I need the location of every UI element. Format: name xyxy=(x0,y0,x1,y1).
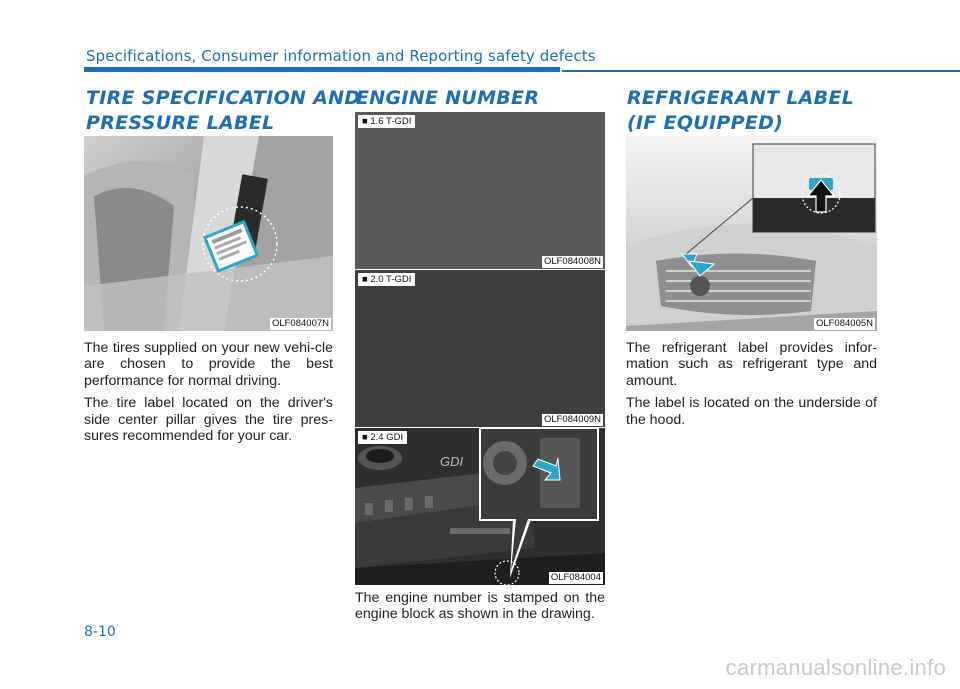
engine-photo-1 xyxy=(355,112,605,269)
engine-variant-label-3: ■ 2.4 GDI xyxy=(358,431,407,444)
refrigerant-label-photo xyxy=(626,136,877,331)
engine-photo-2 xyxy=(355,270,605,427)
tire-paragraph-1: The tires supplied on your new vehi-cle are chosen to provide the best performance for normal driving. xyxy=(84,340,333,389)
engine-photo-3 xyxy=(355,428,605,585)
engine-paragraph: The engine number is stamped on the engine block as shown in the drawing. xyxy=(355,590,605,623)
tire-section-title xyxy=(86,86,360,136)
refrigerant-title-line1: REFRIGERANT LABEL xyxy=(627,87,855,109)
page-number: 8-10 xyxy=(84,624,116,640)
watermark: carmanualsonline.info xyxy=(725,655,946,680)
tire-title-line1: TIRE SPECIFICATION AND xyxy=(86,87,361,109)
header-rule-thick xyxy=(84,67,560,72)
tire-label-photo xyxy=(84,136,333,331)
tire-body xyxy=(84,340,333,450)
engine-body xyxy=(355,590,605,629)
engine-image-code-2: OLF084009N xyxy=(543,414,601,425)
tire-image-code: OLF084007N xyxy=(271,318,329,329)
refrigerant-image-code: OLF084005N xyxy=(815,318,873,329)
refrigerant-paragraph-1: The refrigerant label provides infor-mation such as refrigerant type and amount. xyxy=(626,340,877,389)
engine-image-code-3: OLF084004 xyxy=(550,572,601,583)
running-header: Specifications, Consumer information and Reporting safety defects xyxy=(86,47,596,65)
tire-title-line2: PRESSURE LABEL xyxy=(86,112,275,134)
tire-paragraph-2: The tire label located on the driver's side center pillar gives the tire pres-sures recommended for your car. xyxy=(84,395,333,445)
refrigerant-body xyxy=(626,340,877,434)
engine-image-code-1: OLF084008N xyxy=(543,256,601,267)
header-rule-thin xyxy=(562,70,960,72)
refrigerant-section-title xyxy=(627,86,854,136)
engine-variant-label-2: ■ 2.0 T-GDI xyxy=(358,273,415,286)
svg-text:GDI: GDI xyxy=(440,454,464,469)
refrigerant-paragraph-2: The label is located on the underside of the hood. xyxy=(626,395,877,428)
refrigerant-title-line2: (IF EQUIPPED) xyxy=(627,112,784,134)
engine-variant-label-1: ■ 1.6 T-GDI xyxy=(358,115,415,128)
engine-section-title: ENGINE NUMBER xyxy=(356,87,540,109)
